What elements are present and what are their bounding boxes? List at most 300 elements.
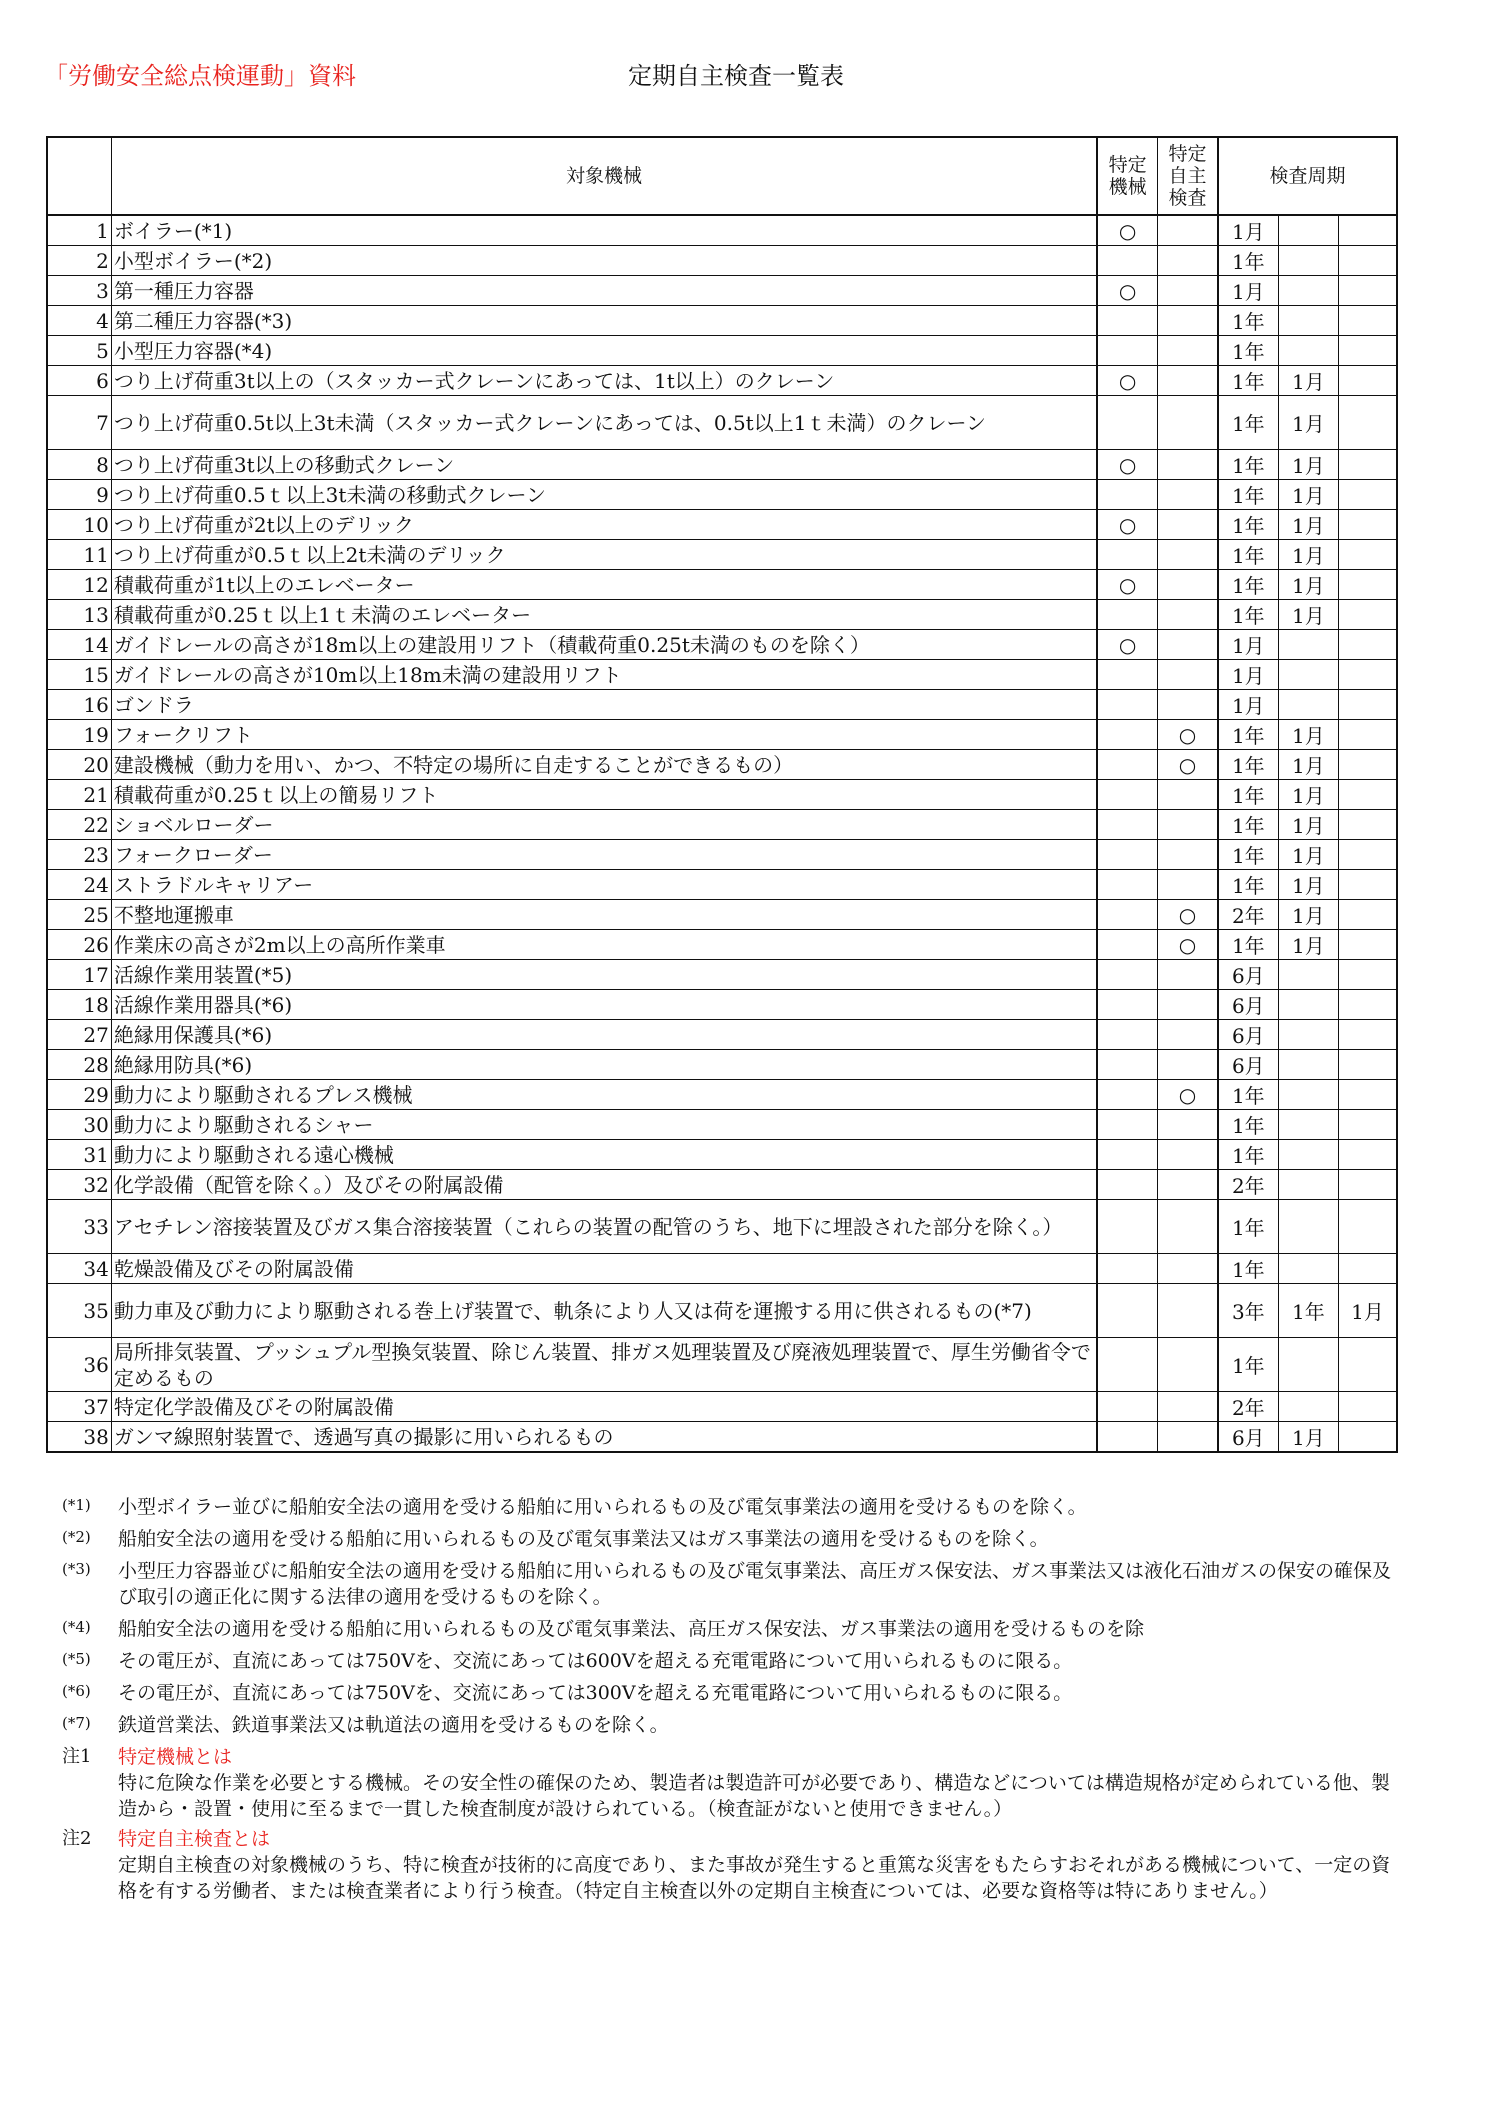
- row-tokutei-kikai-mark: [1097, 1170, 1157, 1200]
- row-tokutei-jishu-mark: [1158, 600, 1218, 630]
- row-number: 2: [47, 246, 111, 276]
- row-tokutei-jishu-mark: [1158, 810, 1218, 840]
- table-row: [47, 720, 1397, 750]
- row-tokutei-kikai-mark: [1097, 870, 1157, 900]
- row-tokutei-jishu-mark: [1158, 840, 1218, 870]
- row-machine-name: 建設機械（動力を用い、かつ、不特定の場所に自走することができるもの）: [111, 750, 1097, 780]
- row-tokutei-jishu-mark: [1158, 990, 1218, 1020]
- row-number: 15: [47, 660, 111, 690]
- table-row: [47, 1200, 1397, 1254]
- row-number: 12: [47, 570, 111, 600]
- row-cycle-3: [1339, 215, 1397, 246]
- row-cycle-1: 1年: [1218, 750, 1278, 780]
- footnote-text: 小型ボイラー並びに船舶安全法の適用を受ける船舶に用いられるもの及び電気事業法の適用を受けるものを除く。: [118, 1496, 1087, 1518]
- row-cycle-2: [1278, 1020, 1338, 1050]
- row-cycle-1: 1月: [1218, 660, 1278, 690]
- row-tokutei-jishu-mark: [1158, 480, 1218, 510]
- row-tokutei-jishu-mark: [1158, 540, 1218, 570]
- row-tokutei-kikai-mark: [1097, 780, 1157, 810]
- table-row: [47, 540, 1397, 570]
- row-tokutei-jishu-mark: ○: [1158, 1080, 1218, 1110]
- row-cycle-2: [1278, 1392, 1338, 1422]
- row-tokutei-jishu-mark: [1158, 1020, 1218, 1050]
- row-cycle-2: [1278, 1338, 1338, 1392]
- row-tokutei-jishu-mark: [1158, 215, 1218, 246]
- row-machine-name: フォークリフト: [111, 720, 1097, 750]
- row-machine-name: 特定化学設備及びその附属設備: [111, 1392, 1097, 1422]
- row-cycle-1: 1年: [1218, 1080, 1278, 1110]
- row-tokutei-jishu-mark: ○: [1158, 750, 1218, 780]
- footnote-list: [62, 1494, 1402, 1738]
- row-cycle-1: 6月: [1218, 960, 1278, 990]
- row-cycle-2: 1月: [1278, 480, 1338, 510]
- row-cycle-3: [1339, 1392, 1397, 1422]
- row-cycle-1: 3年: [1218, 1284, 1278, 1338]
- row-cycle-2: [1278, 630, 1338, 660]
- row-tokutei-kikai-mark: [1097, 246, 1157, 276]
- table-row: [47, 780, 1397, 810]
- row-number: 8: [47, 450, 111, 480]
- row-cycle-1: 1年: [1218, 366, 1278, 396]
- row-number: 38: [47, 1422, 111, 1453]
- footnote-item: [62, 1526, 1402, 1552]
- row-cycle-3: [1339, 450, 1397, 480]
- row-cycle-2: 1月: [1278, 750, 1338, 780]
- row-machine-name: 積載荷重が0.25ｔ以上の簡易リフト: [111, 780, 1097, 810]
- row-machine-name: 動力により駆動されるプレス機械: [111, 1080, 1097, 1110]
- footnote-mark: (*3): [62, 1560, 91, 1578]
- row-tokutei-kikai-mark: ○: [1097, 510, 1157, 540]
- row-tokutei-jishu-mark: [1158, 1254, 1218, 1284]
- row-tokutei-kikai-mark: [1097, 480, 1157, 510]
- footnote-mark: (*7): [62, 1714, 91, 1732]
- row-cycle-1: 1月: [1218, 215, 1278, 246]
- row-cycle-2: [1278, 1050, 1338, 1080]
- row-machine-name: つり上げ荷重が2t以上のデリック: [111, 510, 1097, 540]
- row-cycle-2: [1278, 336, 1338, 366]
- row-machine-name: 局所排気装置、プッシュプル型換気装置、除じん装置、排ガス処理装置及び廃液処理装置で、厚生労働省令で定めるもの: [111, 1338, 1097, 1392]
- row-cycle-1: 1年: [1218, 780, 1278, 810]
- row-cycle-3: [1339, 1020, 1397, 1050]
- footnote-mark: (*4): [62, 1618, 91, 1636]
- row-tokutei-kikai-mark: [1097, 336, 1157, 366]
- row-machine-name: 第一種圧力容器: [111, 276, 1097, 306]
- row-number: 7: [47, 396, 111, 450]
- table-row: [47, 450, 1397, 480]
- row-tokutei-kikai-mark: [1097, 306, 1157, 336]
- row-cycle-3: [1339, 690, 1397, 720]
- row-cycle-2: [1278, 1170, 1338, 1200]
- row-cycle-1: 1年: [1218, 1338, 1278, 1392]
- row-tokutei-kikai-mark: [1097, 750, 1157, 780]
- row-cycle-2: [1278, 1200, 1338, 1254]
- explanation-text: 特に危険な作業を必要とする機械。その安全性の確保のため、製造者は製造許可が必要であり、構造などについては構造規格が定められている他、製造から・設置・使用に至るまで一貫した検査制度が設けられている。（検査証がないと使用できません。）: [118, 1772, 1390, 1820]
- row-number: 35: [47, 1284, 111, 1338]
- row-cycle-1: 1年: [1218, 336, 1278, 366]
- row-cycle-3: [1339, 1254, 1397, 1284]
- row-cycle-2: [1278, 276, 1338, 306]
- row-machine-name: ゴンドラ: [111, 690, 1097, 720]
- footnote-text: その電圧が、直流にあっては750Vを、交流にあっては300Vを超える充電電路について用いられるものに限る。: [118, 1682, 1073, 1704]
- table-row: [47, 366, 1397, 396]
- row-tokutei-jishu-mark: [1158, 780, 1218, 810]
- row-cycle-2: 1月: [1278, 540, 1338, 570]
- row-cycle-1: 1月: [1218, 630, 1278, 660]
- table-row: [47, 480, 1397, 510]
- row-tokutei-jishu-mark: [1158, 630, 1218, 660]
- row-machine-name: 作業床の高さが2m以上の高所作業車: [111, 930, 1097, 960]
- row-cycle-2: 1月: [1278, 366, 1338, 396]
- table-row: [47, 336, 1397, 366]
- table-row: [47, 690, 1397, 720]
- explanation-mark: 注1: [62, 1746, 92, 1767]
- row-number: 16: [47, 690, 111, 720]
- row-tokutei-kikai-mark: [1097, 690, 1157, 720]
- header-tokutei-jishu: 特定 自主 検査: [1158, 137, 1218, 215]
- row-tokutei-kikai-mark: ○: [1097, 215, 1157, 246]
- row-cycle-2: [1278, 246, 1338, 276]
- row-cycle-1: 6月: [1218, 1422, 1278, 1453]
- footnote-mark: (*1): [62, 1496, 91, 1514]
- row-tokutei-kikai-mark: [1097, 720, 1157, 750]
- row-cycle-1: 1年: [1218, 720, 1278, 750]
- row-cycle-3: [1339, 1140, 1397, 1170]
- row-cycle-2: [1278, 690, 1338, 720]
- row-cycle-3: [1339, 276, 1397, 306]
- row-number: 1: [47, 215, 111, 246]
- row-cycle-1: 1年: [1218, 930, 1278, 960]
- row-cycle-3: [1339, 600, 1397, 630]
- table-row: [47, 810, 1397, 840]
- table-row: [47, 1110, 1397, 1140]
- row-number: 23: [47, 840, 111, 870]
- row-machine-name: つり上げ荷重0.5ｔ以上3t未満の移動式クレーン: [111, 480, 1097, 510]
- row-cycle-1: 6月: [1218, 1020, 1278, 1050]
- row-cycle-3: [1339, 1050, 1397, 1080]
- footnote-mark: (*5): [62, 1650, 91, 1668]
- row-machine-name: 活線作業用装置(*5): [111, 960, 1097, 990]
- row-machine-name: つり上げ荷重が0.5ｔ以上2t未満のデリック: [111, 540, 1097, 570]
- footnote-item: [62, 1494, 1402, 1520]
- row-cycle-2: 1年: [1278, 1284, 1338, 1338]
- table-header-row: [47, 137, 1397, 215]
- row-number: 20: [47, 750, 111, 780]
- explanation-text: 定期自主検査の対象機械のうち、特に検査が技術的に高度であり、また事故が発生すると重篤な災害をもたらすおそれがある機械について、一定の資格を有する労働者、または検査業者により行う検査。（特定自主検査以外の定期自主検査については、必要な資格等は特にありません。）: [118, 1854, 1391, 1902]
- row-cycle-1: 2年: [1218, 900, 1278, 930]
- footnote-item: [62, 1558, 1402, 1610]
- row-cycle-3: [1339, 1422, 1397, 1453]
- footnote-mark: (*2): [62, 1528, 91, 1546]
- row-cycle-2: 1月: [1278, 570, 1338, 600]
- explanation-title: 特定機械とは: [118, 1746, 233, 1768]
- row-tokutei-kikai-mark: [1097, 1392, 1157, 1422]
- row-tokutei-kikai-mark: [1097, 840, 1157, 870]
- notes-section: [62, 1494, 1402, 1904]
- row-tokutei-jishu-mark: [1158, 276, 1218, 306]
- table-row: [47, 1020, 1397, 1050]
- row-cycle-2: 1月: [1278, 720, 1338, 750]
- row-machine-name: 乾燥設備及びその附属設備: [111, 1254, 1097, 1284]
- row-machine-name: 小型ボイラー(*2): [111, 246, 1097, 276]
- row-number: 11: [47, 540, 111, 570]
- page-title: 定期自主検査一覧表: [628, 62, 844, 90]
- table-row: [47, 990, 1397, 1020]
- row-number: 9: [47, 480, 111, 510]
- header-target-machine: 対象機械: [111, 137, 1097, 215]
- row-tokutei-kikai-mark: [1097, 396, 1157, 450]
- row-number: 5: [47, 336, 111, 366]
- row-number: 17: [47, 960, 111, 990]
- row-number: 21: [47, 780, 111, 810]
- row-cycle-2: 1月: [1278, 600, 1338, 630]
- row-machine-name: ガイドレールの高さが10m以上18m未満の建設用リフト: [111, 660, 1097, 690]
- row-tokutei-jishu-mark: [1158, 366, 1218, 396]
- row-number: 36: [47, 1338, 111, 1392]
- row-machine-name: 積載荷重が1t以上のエレベーター: [111, 570, 1097, 600]
- table-row: [47, 1140, 1397, 1170]
- row-number: 34: [47, 1254, 111, 1284]
- row-machine-name: つり上げ荷重3t以上の（スタッカー式クレーンにあっては、1t以上）のクレーン: [111, 366, 1097, 396]
- row-cycle-2: [1278, 660, 1338, 690]
- row-tokutei-jishu-mark: [1158, 690, 1218, 720]
- row-cycle-3: [1339, 336, 1397, 366]
- row-cycle-1: 1年: [1218, 810, 1278, 840]
- row-cycle-1: 1年: [1218, 450, 1278, 480]
- row-cycle-3: [1339, 570, 1397, 600]
- table-row: [47, 246, 1397, 276]
- table-row: [47, 1080, 1397, 1110]
- row-machine-name: ショベルローダー: [111, 810, 1097, 840]
- row-cycle-1: 2年: [1218, 1170, 1278, 1200]
- row-tokutei-jishu-mark: [1158, 1140, 1218, 1170]
- table-row: [47, 1392, 1397, 1422]
- row-tokutei-jishu-mark: ○: [1158, 900, 1218, 930]
- row-cycle-2: 1月: [1278, 900, 1338, 930]
- row-machine-name: ボイラー(*1): [111, 215, 1097, 246]
- row-machine-name: 絶縁用防具(*6): [111, 1050, 1097, 1080]
- row-cycle-1: 6月: [1218, 990, 1278, 1020]
- row-cycle-2: [1278, 1140, 1338, 1170]
- row-cycle-2: [1278, 1254, 1338, 1284]
- row-machine-name: 絶縁用保護具(*6): [111, 1020, 1097, 1050]
- row-tokutei-jishu-mark: ○: [1158, 930, 1218, 960]
- table-row: [47, 660, 1397, 690]
- table-row: [47, 750, 1397, 780]
- row-tokutei-jishu-mark: [1158, 1050, 1218, 1080]
- footnote-text: 鉄道営業法、鉄道事業法又は軌道法の適用を受けるものを除く。: [118, 1714, 669, 1736]
- row-cycle-3: [1339, 1080, 1397, 1110]
- row-tokutei-kikai-mark: [1097, 1422, 1157, 1453]
- row-number: 10: [47, 510, 111, 540]
- row-number: 24: [47, 870, 111, 900]
- row-machine-name: 小型圧力容器(*4): [111, 336, 1097, 366]
- row-cycle-3: [1339, 660, 1397, 690]
- header-number: [47, 137, 111, 215]
- row-number: 33: [47, 1200, 111, 1254]
- row-cycle-3: [1339, 1338, 1397, 1392]
- table-row: [47, 960, 1397, 990]
- row-tokutei-kikai-mark: ○: [1097, 630, 1157, 660]
- row-tokutei-kikai-mark: [1097, 960, 1157, 990]
- row-number: 3: [47, 276, 111, 306]
- row-cycle-2: 1月: [1278, 780, 1338, 810]
- row-cycle-2: [1278, 990, 1338, 1020]
- table-row: [47, 1050, 1397, 1080]
- row-tokutei-kikai-mark: [1097, 1284, 1157, 1338]
- row-cycle-3: [1339, 720, 1397, 750]
- footnote-item: [62, 1616, 1402, 1642]
- header-inspection-cycle: 検査周期: [1218, 137, 1397, 215]
- row-tokutei-jishu-mark: [1158, 1284, 1218, 1338]
- row-cycle-1: 1年: [1218, 1254, 1278, 1284]
- row-tokutei-jishu-mark: [1158, 396, 1218, 450]
- document-source-label: 「労働安全総点検運動」資料: [44, 62, 356, 90]
- footnote-item: [62, 1680, 1402, 1706]
- row-cycle-3: [1339, 840, 1397, 870]
- row-machine-name: 不整地運搬車: [111, 900, 1097, 930]
- row-tokutei-jishu-mark: [1158, 450, 1218, 480]
- table-row: [47, 1284, 1397, 1338]
- row-cycle-2: 1月: [1278, 510, 1338, 540]
- row-cycle-3: [1339, 366, 1397, 396]
- row-tokutei-jishu-mark: [1158, 510, 1218, 540]
- row-cycle-2: 1月: [1278, 1422, 1338, 1453]
- row-cycle-3: [1339, 480, 1397, 510]
- row-number: 30: [47, 1110, 111, 1140]
- row-number: 27: [47, 1020, 111, 1050]
- row-cycle-3: [1339, 246, 1397, 276]
- row-cycle-3: [1339, 930, 1397, 960]
- explanation-item: [62, 1744, 1402, 1822]
- row-cycle-1: 1年: [1218, 840, 1278, 870]
- row-number: 28: [47, 1050, 111, 1080]
- row-tokutei-kikai-mark: ○: [1097, 366, 1157, 396]
- table-row: [47, 510, 1397, 540]
- row-cycle-2: [1278, 306, 1338, 336]
- explanation-list: [62, 1744, 1402, 1904]
- row-tokutei-jishu-mark: [1158, 1170, 1218, 1200]
- footnote-item: [62, 1712, 1402, 1738]
- row-tokutei-jishu-mark: [1158, 1422, 1218, 1453]
- row-number: 19: [47, 720, 111, 750]
- row-machine-name: 活線作業用器具(*6): [111, 990, 1097, 1020]
- row-tokutei-jishu-mark: [1158, 660, 1218, 690]
- table-row: [47, 276, 1397, 306]
- row-cycle-1: 1年: [1218, 870, 1278, 900]
- row-tokutei-jishu-mark: [1158, 1110, 1218, 1140]
- row-cycle-1: 1年: [1218, 540, 1278, 570]
- row-tokutei-jishu-mark: [1158, 960, 1218, 990]
- table-row: [47, 306, 1397, 336]
- row-machine-name: ガンマ線照射装置で、透過写真の撮影に用いられるもの: [111, 1422, 1097, 1453]
- table-row: [47, 630, 1397, 660]
- explanation-item: [62, 1826, 1402, 1904]
- row-cycle-3: [1339, 990, 1397, 1020]
- row-cycle-3: [1339, 1170, 1397, 1200]
- row-tokutei-kikai-mark: [1097, 1110, 1157, 1140]
- row-tokutei-kikai-mark: [1097, 540, 1157, 570]
- row-cycle-3: [1339, 630, 1397, 660]
- row-number: 14: [47, 630, 111, 660]
- table-row: [47, 840, 1397, 870]
- row-tokutei-kikai-mark: [1097, 990, 1157, 1020]
- row-tokutei-kikai-mark: [1097, 900, 1157, 930]
- footnote-text: 船舶安全法の適用を受ける船舶に用いられるもの及び電気事業法又はガス事業法の適用を受けるものを除く。: [118, 1528, 1049, 1550]
- row-tokutei-jishu-mark: [1158, 570, 1218, 600]
- table-row: [47, 1170, 1397, 1200]
- row-cycle-3: [1339, 1110, 1397, 1140]
- row-cycle-1: 1年: [1218, 306, 1278, 336]
- footnote-mark: (*6): [62, 1682, 91, 1700]
- footnote-text: 小型圧力容器並びに船舶安全法の適用を受ける船舶に用いられるもの及び電気事業法、高圧ガス保安法、ガス事業法又は液化石油ガスの保安の確保及び取引の適正化に関する法律の適用を受けるものを除く。: [118, 1560, 1392, 1608]
- row-cycle-3: [1339, 780, 1397, 810]
- row-cycle-3: [1339, 900, 1397, 930]
- row-tokutei-jishu-mark: [1158, 336, 1218, 366]
- row-tokutei-kikai-mark: [1097, 1080, 1157, 1110]
- row-cycle-3: [1339, 540, 1397, 570]
- row-number: 32: [47, 1170, 111, 1200]
- table-row: [47, 930, 1397, 960]
- row-cycle-1: 1月: [1218, 276, 1278, 306]
- row-cycle-1: 1年: [1218, 396, 1278, 450]
- row-cycle-1: 1年: [1218, 570, 1278, 600]
- row-tokutei-kikai-mark: [1097, 660, 1157, 690]
- table-row: [47, 1338, 1397, 1392]
- table-row: [47, 600, 1397, 630]
- table-row: [47, 570, 1397, 600]
- row-tokutei-jishu-mark: [1158, 246, 1218, 276]
- row-machine-name: つり上げ荷重0.5t以上3t未満（スタッカー式クレーンにあっては、0.5t以上1ｔ未満）のクレーン: [111, 396, 1097, 450]
- row-cycle-2: 1月: [1278, 810, 1338, 840]
- row-number: 13: [47, 600, 111, 630]
- row-cycle-3: [1339, 810, 1397, 840]
- row-cycle-1: 1月: [1218, 690, 1278, 720]
- row-cycle-1: 1年: [1218, 246, 1278, 276]
- row-number: 25: [47, 900, 111, 930]
- row-tokutei-kikai-mark: [1097, 930, 1157, 960]
- row-tokutei-jishu-mark: [1158, 1392, 1218, 1422]
- row-machine-name: アセチレン溶接装置及びガス集合溶接装置（これらの装置の配管のうち、地下に埋設された部分を除く。）: [111, 1200, 1097, 1254]
- row-cycle-1: 1年: [1218, 510, 1278, 540]
- row-tokutei-kikai-mark: ○: [1097, 570, 1157, 600]
- row-cycle-2: 1月: [1278, 396, 1338, 450]
- row-tokutei-kikai-mark: ○: [1097, 450, 1157, 480]
- row-cycle-2: [1278, 960, 1338, 990]
- row-number: 18: [47, 990, 111, 1020]
- table-row: [47, 1254, 1397, 1284]
- row-number: 37: [47, 1392, 111, 1422]
- row-cycle-1: 1年: [1218, 600, 1278, 630]
- row-tokutei-kikai-mark: [1097, 1140, 1157, 1170]
- table-row: [47, 900, 1397, 930]
- row-machine-name: ガイドレールの高さが18m以上の建設用リフト（積載荷重0.25t未満のものを除く）: [111, 630, 1097, 660]
- row-tokutei-kikai-mark: ○: [1097, 276, 1157, 306]
- footnote-text: 船舶安全法の適用を受ける船舶に用いられるもの及び電気事業法、高圧ガス保安法、ガス事業法の適用を受けるものを除: [118, 1618, 1145, 1640]
- row-cycle-3: 1月: [1339, 1284, 1397, 1338]
- row-number: 4: [47, 306, 111, 336]
- row-cycle-3: [1339, 396, 1397, 450]
- row-cycle-3: [1339, 960, 1397, 990]
- table-row: [47, 870, 1397, 900]
- row-tokutei-kikai-mark: [1097, 1050, 1157, 1080]
- row-machine-name: ストラドルキャリアー: [111, 870, 1097, 900]
- row-tokutei-kikai-mark: [1097, 810, 1157, 840]
- row-number: 22: [47, 810, 111, 840]
- row-tokutei-jishu-mark: [1158, 306, 1218, 336]
- row-number: 6: [47, 366, 111, 396]
- explanation-mark: 注2: [62, 1828, 92, 1849]
- row-cycle-1: 2年: [1218, 1392, 1278, 1422]
